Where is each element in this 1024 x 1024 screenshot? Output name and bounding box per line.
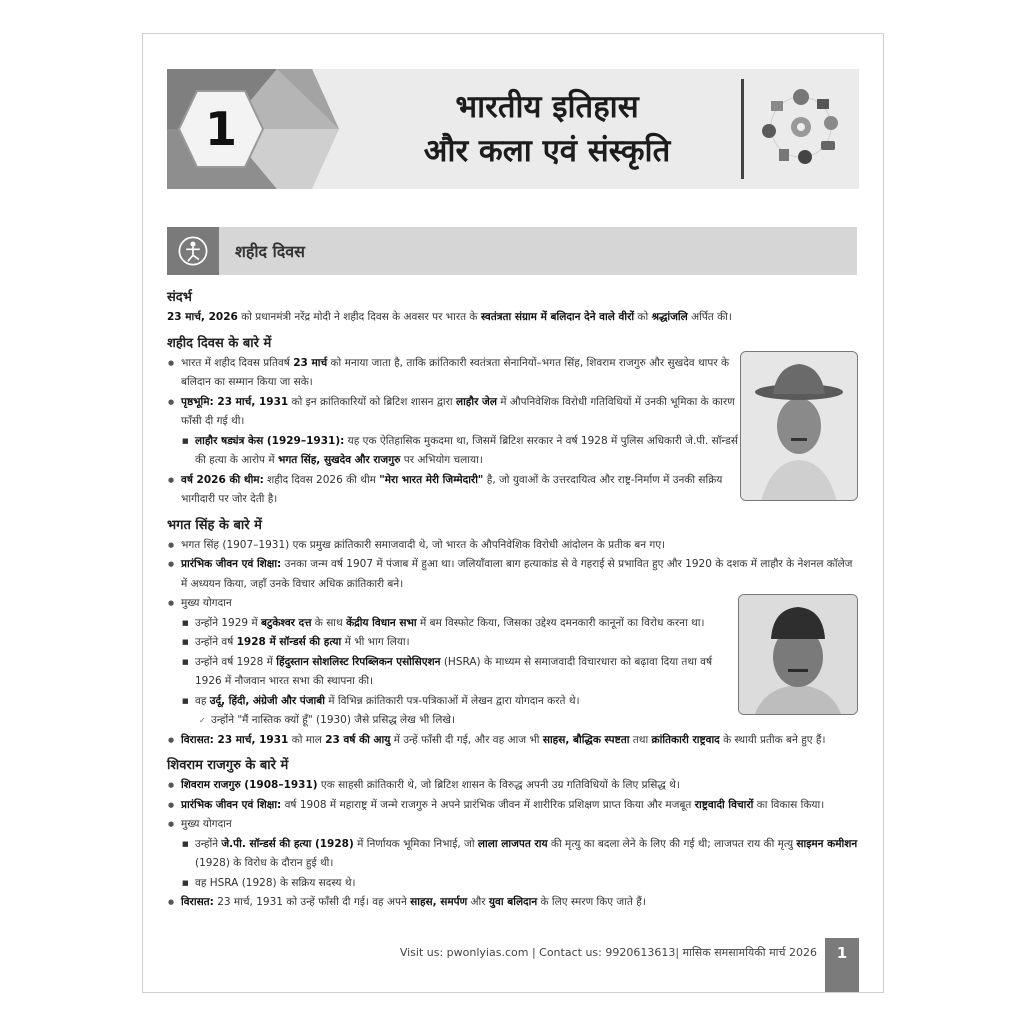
list-item: ● विरासत: 23 मार्च, 1931 को माल 23 वर्ष की आयु में उन्हें फाँसी दी गई, और वह आज भी साहस, बौद्धिक स्पष्टता तथा क्रांतिकारी राष्ट्रवाद के स्थायी प्रतीक बने हुए हैं।	[167, 731, 861, 751]
culture-collage-icon	[759, 85, 843, 169]
list-item: ■ लाहौर षड्यंत्र केस (1929–1931): यह एक ऐतिहासिक मुकदमा था, जिसमें ब्रिटिश सरकार ने वर्ष 1928 में पुलिस अधिकारी जे.पी. सॉन्डर्स की हत्या के आरोप में भगत सिंह, सुखदेव और राजगुरु पर अभियोग चलाया।	[167, 432, 742, 471]
list-item: ● भारत में शहीद दिवस प्रतिवर्ष 23 मार्च को मनाया जाता है, ताकि क्रांतिकारी स्वतंत्रता सेनानियों–भगत सिंह, शिवराम राजगुरु और सुखदेव थापर के बलिदान का सम्मान किया जा सके।	[167, 354, 742, 393]
section-title: शहीद दिवस	[235, 242, 305, 261]
chapter-title-line-1: भारतीय इतिहास	[455, 89, 639, 125]
page	[142, 33, 884, 993]
chapter-banner	[167, 69, 859, 189]
chapter-title	[357, 85, 737, 173]
list-item: ● मुख्य योगदान ■ उन्होंने जे.पी. सॉन्डर्स की हत्या (1928) में निर्णायक भूमिका निभाई, जो लाला लाजपत राय की मृत्यु का बदला लेने के लिए की गई थी; लाजपत राय की मृत्यु साइमन कमीशन (1928) के विरोध के दौरान हुई थी। ■ वह HSRA (1928) के सक्रिय सदस्य थे।	[167, 815, 861, 893]
sub-list	[167, 432, 742, 471]
list-item: ● भगत सिंह (1907–1931) एक प्रमुख क्रांतिकारी समाजवादी थे, जो भारत के औपनिवेशिक विरोधी आंदोलन के प्रतीक बन गए।	[167, 536, 861, 556]
list-item: ● प्रारंभिक जीवन एवं शिक्षा: वर्ष 1908 में महाराष्ट्र में जन्मे राजगुरु ने अपने प्रारंभिक जीवन में शारीरिक प्रशिक्षण प्राप्त किया और मजबूत राष्ट्रवादी विचारों का विकास किया।	[167, 796, 861, 816]
list-item: ■ उन्होंने जे.पी. सॉन्डर्स की हत्या (1928) में निर्णायक भूमिका निभाई, जो लाला लाजपत राय की मृत्यु का बदला लेने के लिए की गई थी; लाजपत राय की मृत्यु साइमन कमीशन (1928) के विरोध के दौरान हुई थी।	[167, 835, 861, 874]
rajguru-list	[167, 776, 861, 913]
footer-info: Visit us: pwonlyias.com | Contact us: 9920613613| मासिक समसामयिकी मार्च 2026	[399, 946, 817, 959]
sub-sub-list	[167, 711, 742, 731]
list-item: ● शिवराम राजगुरु (1908–1931) एक साहसी क्रांतिकारी थे, जो ब्रिटिश शासन के विरुद्ध अपनी उग्र गतिविधियों के लिए प्रसिद्ध थे।	[167, 776, 861, 796]
list-item: ● विरासत: 23 मार्च, 1931 को उन्हें फाँसी दी गई। वह अपने साहस, समर्पण और युवा बलिदान के लिए स्मरण किए जाते हैं।	[167, 893, 861, 913]
dancer-emblem-icon	[167, 227, 219, 275]
list-item: ■ उन्होंने वर्ष 1928 में सॉन्डर्स की हत्या में भी भाग लिया।	[167, 633, 742, 653]
list-item: ■ वह उर्दू, हिंदी, अंग्रेजी और पंजाबी में विभिन्न क्रांतिकारी पत्र-पत्रिकाओं में लेखन द्वारा योगदान करते थे। ✓ उन्होंने "मैं नास्तिक क्यों हूँ" (1930) जैसे प्रसिद्ध लेख भी लिखे।	[167, 692, 742, 731]
list-item: ● वर्ष 2026 की थीम: शहीद दिवस 2026 की थीम "मेरा भारत मेरी जिम्मेदारी" है, जो युवाओं के उत्तरदायित्व और राष्ट्र-निर्माण में उनकी सक्रिय भागीदारी पर जोर देती है।	[167, 471, 742, 510]
bhagat-list	[167, 536, 861, 751]
section-header	[167, 227, 857, 275]
list-item: ■ उन्होंने वर्ष 1928 में हिंदुस्तान सोशलिस्ट रिपब्लिकन एसोसिएशन (HSRA) के माध्यम से समाजवादी विचारधारा को बढ़ावा दिया तथा वर्ष 1926 में नौजवान भारत सभा की स्थापना की।	[167, 653, 742, 692]
article-body	[167, 286, 861, 913]
chapter-title-line-2: और कला एवं संस्कृति	[423, 133, 671, 169]
rajguru-heading: शिवराम राजगुरु के बारे में	[167, 758, 289, 773]
list-item: ■ उन्होंने 1929 में बटुकेश्वर दत्त के साथ केंद्रीय विधान सभा में बम विस्फोट किया, जिसका उद्देश्य दमनकारी कानूनों का विरोध करना था।	[167, 614, 742, 634]
sub-list	[167, 614, 742, 731]
bhagat-heading: भगत सिंह के बारे में	[167, 517, 262, 533]
list-item: ● मुख्य योगदान ■ उन्होंने 1929 में बटुकेश्वर दत्त के साथ केंद्रीय विधान सभा में बम विस्फोट किया, जिसका उद्देश्य दमनकारी कानूनों का विरोध करना था। ■ उन्होंने वर्ष 1928 में सॉन्डर्स की हत्या में भी भाग लिया। ■ उन्होंने वर्ष 1928 में हिंदुस्तान सोशलिस्ट रिपब्लिकन एसोसिएशन (HSRA) के माध्यम से समाजवादी विचारधारा को बढ़ावा दिया तथा वर्ष 1926 में नौजवान भारत सभा की स्थापना की। ■ वह उर्दू, हिंदी, अंग्रेजी और पंजाबी में विभिन्न क्रांतिकारी पत्र-पत्रिकाओं में लेखन द्वारा योगदान करते थे। ✓ उन्होंने "मैं नास्तिक क्यों हूँ" (1930) जैसे प्रसिद्ध लेख भी लिखे।	[167, 594, 861, 731]
context-paragraph: 23 मार्च, 2026 को प्रधानमंत्री नरेंद्र मोदी ने शहीद दिवस के अवसर पर भारत के स्वतंत्रता संग्राम में बलिदान देने वाले वीरों को श्रद्धांजलि अर्पित की।	[167, 311, 732, 323]
list-item: ● प्रारंभिक जीवन एवं शिक्षा: उनका जन्म वर्ष 1907 में पंजाब में हुआ था। जलियाँवाला बाग हत्याकांड से वे गहराई से प्रभावित हुए और 1920 के दशक में लाहौर के नेशनल कॉलेज में अध्ययन किया, जहाँ उनके विचार अधिक क्रांतिकारी बने।	[167, 555, 861, 594]
sub-list	[167, 835, 861, 894]
chapter-number: 1	[204, 102, 237, 156]
list-item: ● पृष्ठभूमि: 23 मार्च, 1931 को इन क्रांतिकारियों को ब्रिटिश शासन द्वारा लाहौर जेल में औपनिवेशिक विरोधी गतिविधियों में उनकी भूमिका के कारण फाँसी दी गई थी। ■ लाहौर षड्यंत्र केस (1929–1931): यह एक ऐतिहासिक मुकदमा था, जिसमें ब्रिटिश सरकार ने वर्ष 1928 में पुलिस अधिकारी जे.पी. सॉन्डर्स की हत्या के आरोप में भगत सिंह, सुखदेव और राजगुरु पर अभियोग चलाया।	[167, 393, 742, 471]
context-heading: संदर्भ	[167, 290, 192, 305]
list-item: ✓ उन्होंने "मैं नास्तिक क्यों हूँ" (1930) जैसे प्रसिद्ध लेख भी लिखे।	[167, 711, 742, 731]
list-item: ■ वह HSRA (1928) के सक्रिय सदस्य थे।	[167, 874, 861, 894]
title-divider	[741, 79, 744, 179]
about-day-heading: शहीद दिवस के बारे में	[167, 335, 272, 351]
about-day-list	[167, 354, 742, 510]
page-number: 1	[825, 938, 859, 992]
